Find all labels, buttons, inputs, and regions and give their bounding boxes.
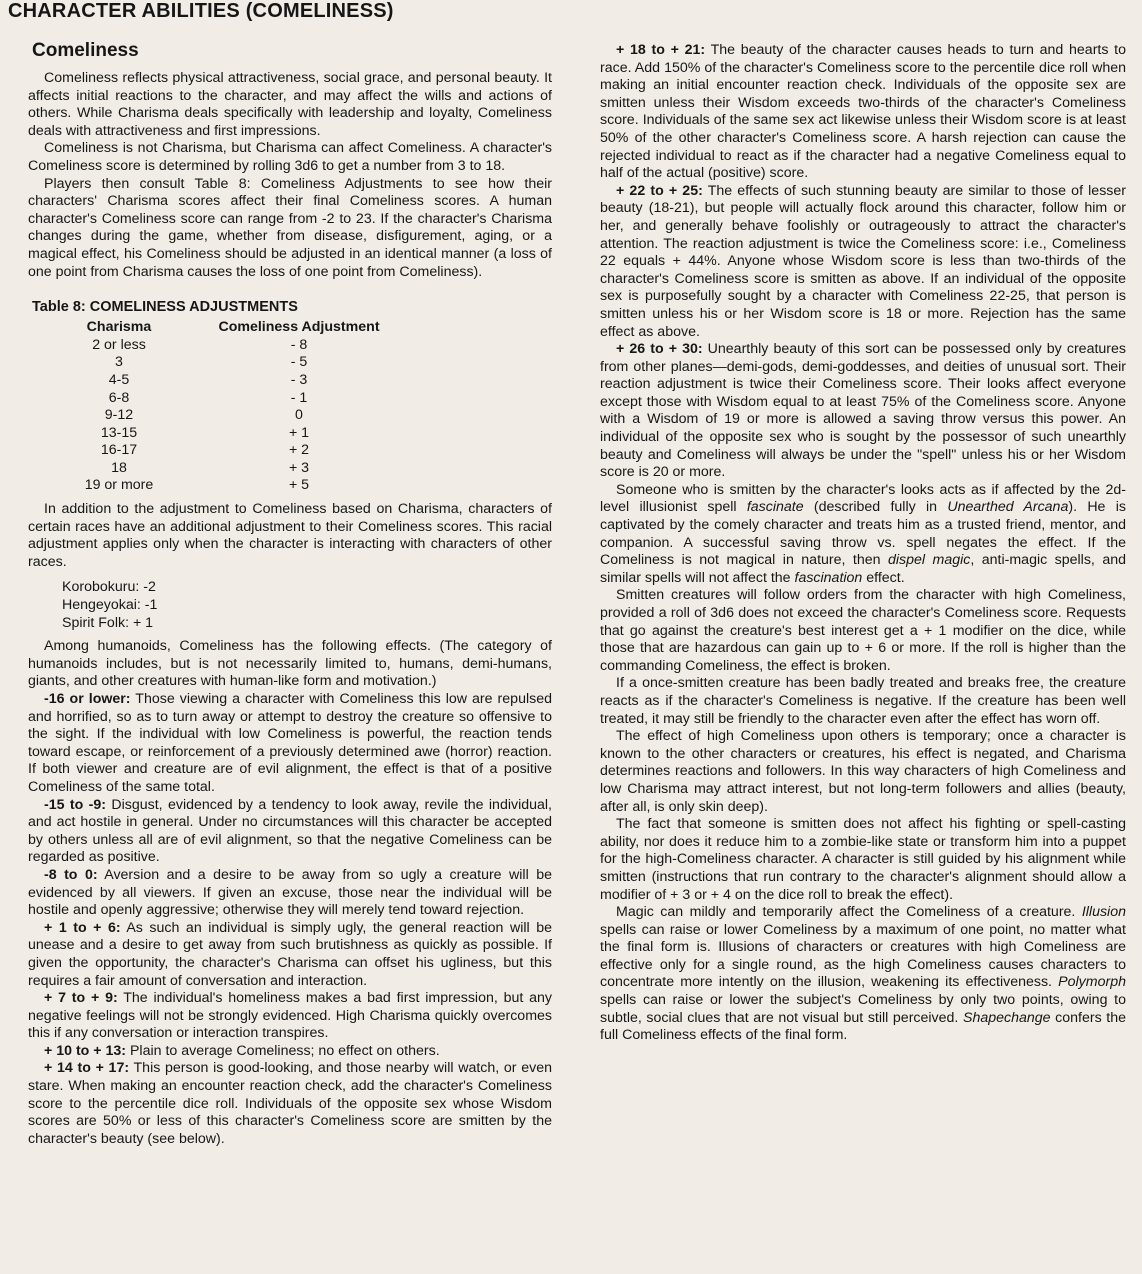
table-header-adjustment: Comeliness Adjustment [218,319,380,336]
text-run: ). He is captivated by the comely character and treats him as a trusted friend, mentor, and companion. A successful saving throw vs. spell negates the effect. If the Comeliness is not magical in nature, then [600,499,1126,569]
adjustment-cell: + 1 [288,424,310,441]
left-column [28,40,552,1148]
right-column [600,42,1126,1045]
table-row [74,354,434,372]
spell-name: Illusion [1081,904,1126,921]
effect-range: + 26 to + 30: [616,341,703,358]
body-paragraph: The effect of high Comeliness upon others is temporary; once a character is known to the other characters or creatures, his effect is negated, and Charisma determines reactions and followers. In this way characters of high Comeliness and low Charisma may attract interest, but not long-term followers and allies (beauty, after all, is only skin deep). [600,728,1126,815]
effect-text: Unearthly beauty of this sort can be possessed only by creatures from other planes—demi-gods, demi-goddesses, and deities of unusual sort. Their reaction adjustment is twice their Comeliness score. Their looks affect everyone except those with Wisdom equal to at least 75% of the Comeliness score. Anyone with a Wisdom of 19 or more is allowed a saving throw versus this power. An individual of the opposite sex who is sought by the possessor of such unearthly beauty and Comeliness will always be under the "spell" unless his or her Wisdom score is 20 or more. [600,341,1126,481]
text-run: Magic can mildly and temporarily affect the Comeliness of a creature. [616,904,1082,921]
effect-range: + 22 to + 25: [616,182,703,199]
adjustment-cell: + 5 [288,477,310,494]
effect-paragraph [600,42,1126,183]
effect-range: + 1 to + 6: [44,919,121,936]
text-run: spells can raise or lower the subject's Comeliness by only two points, owing to subtle, social clues that are not visual but still perceived. [600,992,1126,1026]
table-row [74,460,434,478]
table-row [74,425,434,443]
spell-name: fascinate [746,499,804,516]
spell-name: Shapechange [962,1009,1051,1026]
effect-paragraph [28,1043,552,1061]
adjustment-cell: - 8 [290,336,308,353]
text-run: , anti-magic spells, and similar spells will not affect the [600,552,1126,586]
effect-text: This person is good-looking, and those nearby will watch, or even stare. When making an encounter reaction check, add the character's Comeliness score to the percentile dice roll. Individuals of the opposite sex whose Wisdom scores are 50% or less of this character's Comeliness score are smitten by the character's beauty (see below). [28,1060,553,1147]
spell-name: Polymorph [1058,974,1126,991]
effect-paragraph [28,691,552,797]
text-run: (described fully in [803,499,948,516]
adjustment-cell: - 1 [290,389,308,406]
text-run: spells can raise or lower Comeliness by a maximum of one point, no matter what the final form is. Illusions of characters or creatures with high Comeliness are effective only for a single round, as the high Comeliness causes characters to concentrate more intently on the illusion, weakening its effectiveness. [600,921,1126,991]
effect-paragraph [28,797,552,867]
effect-paragraph [28,920,552,990]
body-paragraph: If a once-smitten creature has been badly treated and breaks free, the creature reacts as if the character's Comeliness is negative. If the creature has been well treated, it may still be friendly to the character even after the effect has worn off. [600,675,1126,727]
page-title: CHARACTER ABILITIES (COMELINESS) [8,0,394,22]
adjustment-cell: + 3 [288,459,310,476]
table-title: Table 8: COMELINESS ADJUSTMENTS [32,299,298,316]
effect-text: Those viewing a character with Comeliness this low are repulsed and horrified, so as to turn away or attempt to destroy the creature so offensive to the sight. If the individual with low Comeliness is powerful, the reaction tends toward escape, or reinforcement of a previously determined awe (horror) reaction. If both viewer and creature are of evil alignment, the effect is that of a positive Comeliness of the same total. [28,691,552,795]
adjustment-cell: - 5 [290,354,308,371]
adjustment-cell: - 3 [290,371,308,388]
effect-text: Disgust, evidenced by a tendency to look away, revile the individual, and act hostile in general. Under no circumstances will this character be accepted by others unless all are of evil alignment, so that the negative Comeliness can be regarded as positive. [28,796,552,866]
effect-text: Aversion and a desire to be away from so ugly a creature will be evidenced by all viewers. If given an excuse, those near the individual will be hostile and openly aggressive; otherwise they will merely tend toward rejection. [28,866,552,919]
book-title: Unearthed Arcana [947,499,1069,516]
smitten-paragraph [600,482,1126,588]
intro-paragraph: Comeliness is not Charisma, but Charisma can affect Comeliness. A character's Comeliness score is determined by rolling 3d6 to get a number from 3 to 18. [28,140,552,174]
section-heading: Comeliness [32,40,139,61]
adjustment-cell: + 2 [288,442,310,459]
effect-text: The effects of such stunning beauty are similar to those of lesser beauty (18-21), but people will actually flock around this character, follow him or her, and generally behave foolishly or outrageously to attract the character's attention. The reaction adjustment is twice the Comeliness score: i.e., Comeliness 22 equals + 44%. Anyone whose Wisdom score is less than two-thirds of the character's Comeliness score is smitten as above. If an individual of the opposite sex is purposefully sought by a character with Comeliness 22-25, that person is smitten unless his or her Wisdom score is 18 or more. Rejection has the same effect as above. [600,182,1127,340]
effect-range: + 10 to + 13: [44,1042,127,1059]
effect-paragraph [600,183,1126,341]
charisma-cell: 3 [115,354,123,371]
humanoids-intro-paragraph: Among humanoids, Comeliness has the following effects. (The category of humanoids includes, but is not necessarily limited to, humans, demi-humans, giants, and other creatures with human-like form and motivation.) [28,638,552,690]
charisma-cell: 16-17 [100,442,138,459]
effect-text: The individual's homeliness makes a bad first impression, but any negative feelings will not be strongly evidenced. High Charisma quickly overcomes this if any conversation or interaction transpires. [28,990,553,1042]
magic-paragraph [600,904,1126,1045]
table-row [74,477,434,495]
table-row [74,407,434,425]
effect-range: -15 to -9: [44,796,106,813]
text-run: effect. [862,569,905,586]
text-run: Someone who is smitten by the character's looks acts as if affected by the 2d-level illusionist spell [600,481,1126,516]
effect-text: As such an individual is simply ugly, the general reaction will be unease and a desire to get away from such brutishness as quickly as possible. If given the opportunity, the character's Charisma can offset his ugliness, but this requires a fair amount of conversation and interaction. [28,919,552,989]
effect-paragraph [28,990,552,1043]
table-header-row [74,319,434,337]
charisma-cell: 19 or more [84,477,154,494]
charisma-cell: 2 or less [92,336,146,353]
body-paragraph: The fact that someone is smitten does not affect his fighting or spell-casting ability, nor does it reduce him to a zombie-like state or transform him into a puppet for the high-Comeliness character. A character is still guided by his alignment while smitten (instructions that run contrary to the character's alignment should allow a modifier of + 3 or + 4 on the dice roll to break the effect). [600,816,1126,903]
charisma-cell: 4-5 [108,371,130,388]
table-row [74,372,434,390]
effect-range: -8 to 0: [44,866,98,883]
effect-text: The beauty of the character causes heads to turn and hearts to race. Add 150% of the character's Comeliness score to the percentile dice roll when making an initial encounter reaction check. Individuals of the opposite sex are smitten unless their Wisdom exceeds two-thirds of the character's Comeliness score. Individuals of the same sex act likewise unless their Wisdom score is at least 50% of the other character's Comeliness score. A harsh rejection can cause the rejected individual to react as if the character had a negative Comeliness equal to half of the actual (positive) score. [600,42,1126,182]
charisma-cell: 13-15 [100,424,138,441]
text-run: confers the full Comeliness effects of the final form. [600,1009,1126,1044]
racial-adjustment-list [62,579,552,632]
adjustment-cell: 0 [295,407,303,424]
racial-intro-paragraph: In addition to the adjustment to Comeliness based on Charisma, characters of certain races have an additional adjustment to their Comeliness scores. This racial adjustment applies only when the character is interacting with characters of other races. [28,501,552,570]
table-row [74,442,434,460]
spell-name: fascination [794,569,863,586]
table-row [74,337,434,355]
body-paragraph: Smitten creatures will follow orders from the character with high Comeliness, provided a roll of 3d6 does not exceed the character's Comeliness score. Requests that go against the creature's best interest get a + 1 modifier on the dice, while those that are hazardous can gain up to + 6 or more. If the roll is higher than the commanding Comeliness, the effect is broken. [600,587,1126,674]
effect-range: -16 or lower: [44,691,131,707]
effect-range: + 18 to + 21: [616,42,706,58]
table-header-charisma: Charisma [86,319,152,336]
intro-paragraph: Players then consult Table 8: Comeliness Adjustments to see how their characters' Charisma scores affect their final Comeliness scores. A human character's Comeliness score can range from -2 to 23. If the character's Charisma changes during the game, whether from disease, disfigurement, aging, or a magical effect, his Comeliness should be adjusted in an identical manner (a loss of one point from Charisma causes the loss of one point from Comeliness). [28,175,552,280]
effect-paragraph [600,341,1126,482]
charisma-cell: 18 [111,459,127,476]
table-row [74,390,434,408]
racial-item: Hengeyokai: -1 [62,597,158,614]
comeliness-adjustment-table [74,319,434,495]
intro-paragraph: Comeliness reflects physical attractiveness, social grace, and personal beauty. It affects initial reactions to the character, and may affect the wills and actions of others. While Charisma deals specifically with leadership and loyalty, Comeliness deals with attractiveness and first impressions. [28,70,552,139]
charisma-cell: 6-8 [108,389,130,406]
racial-item: Korobokuru: -2 [62,579,156,596]
charisma-cell: 9-12 [104,407,134,424]
racial-item: Spirit Folk: + 1 [62,614,154,631]
effect-range: + 7 to + 9: [44,990,118,1007]
effect-text: Plain to average Comeliness; no effect on others. [126,1042,440,1059]
effect-range: + 14 to + 17: [44,1060,130,1077]
spell-name: dispel magic [887,552,971,569]
effect-paragraph [28,1060,552,1148]
effect-paragraph [28,867,552,920]
